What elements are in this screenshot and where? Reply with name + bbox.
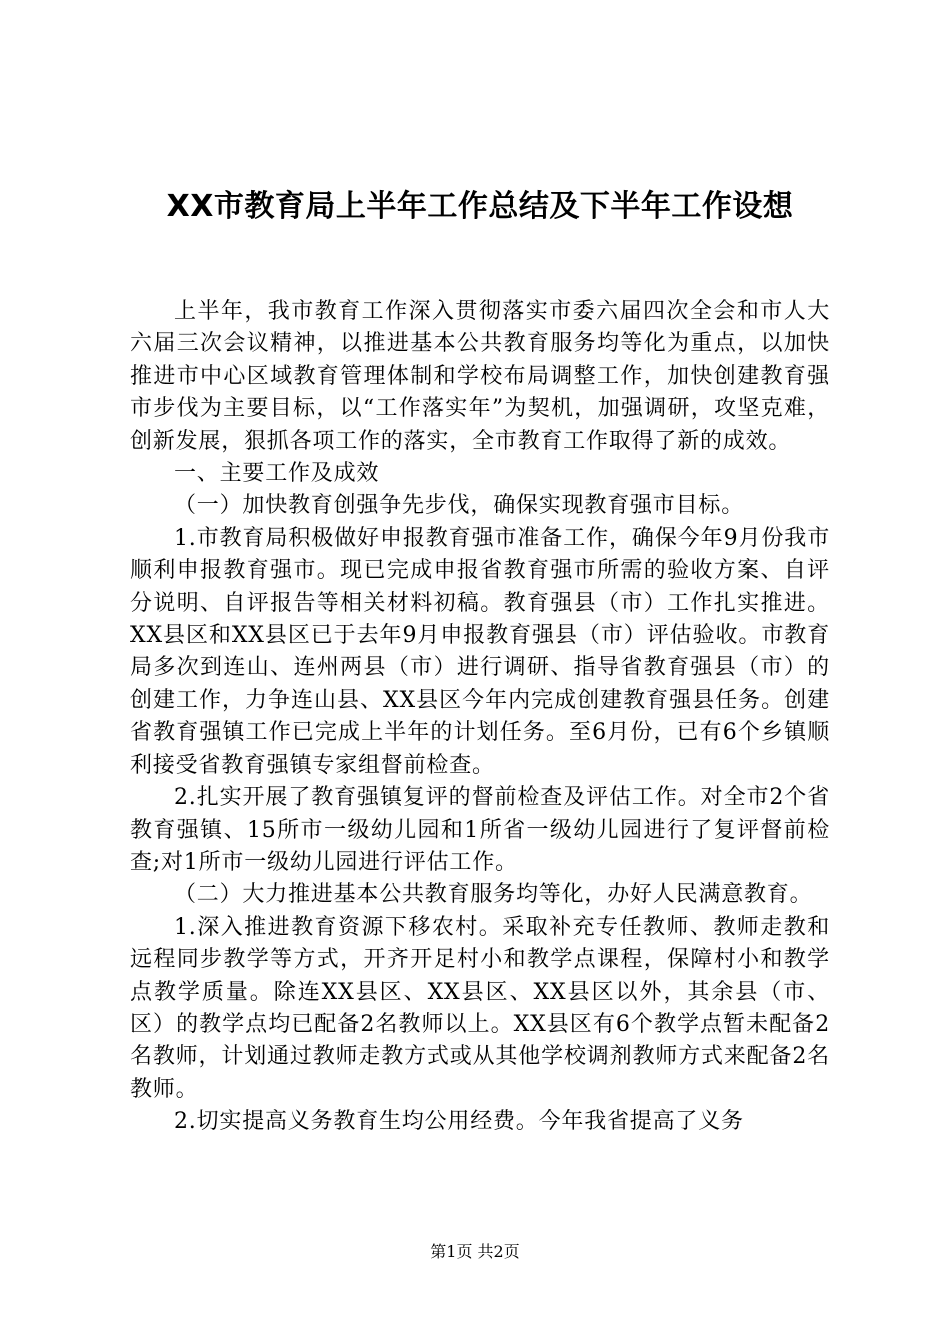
section-heading-main-work: 一、主要工作及成效 bbox=[174, 461, 380, 487]
paragraph-intro: 上半年，我市教育工作深入贯彻落实市委六届四次全会和市人大六届三次会议精神，以推进基本公共教育服务均等化为重点，以加快推进市中心区域教育管理体制和学校布局调整工作，加快创建教育强市步伐为主要目标，以“工作落实年”为契机，加强调研，攻坚克难，创新发展，狠抓各项工作的落实，全市教育工作取得了新的成效。 bbox=[130, 299, 830, 454]
subsection-heading-1: （一）加快教育创强争先步伐，确保实现教育强市目标。 bbox=[174, 493, 745, 519]
page-footer: 第1页 共2页 bbox=[430, 1242, 520, 1261]
paragraph-item-2-1: 1.深入推进教育资源下移农村。采取补充专任教师、教师走教和远程同步教学等方式，开齐开足村小和教学点课程，保障村小和教学点教学质量。除连XX县区、XX县区、XX县区以外，其余县（市、区）的教学点均已配备2名教师以上。XX县区有6个教学点暂未配备2名教师，计划通过教师走教方式或从其他学校调剂教师方式来配备2名教师。 bbox=[130, 914, 830, 1102]
subsection-heading-2: （二）大力推进基本公共教育服务均等化，办好人民满意教育。 bbox=[174, 882, 813, 908]
document-title: XX市教育局上半年工作总结及下半年工作设想 bbox=[166, 189, 794, 224]
paragraph-item-1-1: 1.市教育局积极做好申报教育强市准备工作，确保今年9月份我市顺利申报教育强市。现已完成申报省教育强市所需的验收方案、自评分说明、自评报告等相关材料初稿。教育强县（市）工作扎实推进。XX县区和XX县区已于去年9月申报教育强县（市）评估验收。市教育局多次到连山、连州两县（市）进行调研、指导省教育强县（市）的创建工作，力争连山县、XX县区今年内完成创建教育强县任务。创建省教育强镇工作已完成上半年的计划任务。至6月份，已有6个乡镇顺利接受省教育强镇专家组督前检查。 bbox=[130, 525, 830, 778]
document-body bbox=[130, 296, 830, 1139]
paragraph-item-2-2: 2.切实提高义务教育生均公用经费。今年我省提高了义务 bbox=[174, 1109, 744, 1135]
paragraph-item-1-2: 2.扎实开展了教育强镇复评的督前检查及评估工作。对全市2个省教育强镇、15所市一级幼儿园和1所省一级幼儿园进行了复评督前检查;对1所市一级幼儿园进行评估工作。 bbox=[130, 785, 830, 875]
